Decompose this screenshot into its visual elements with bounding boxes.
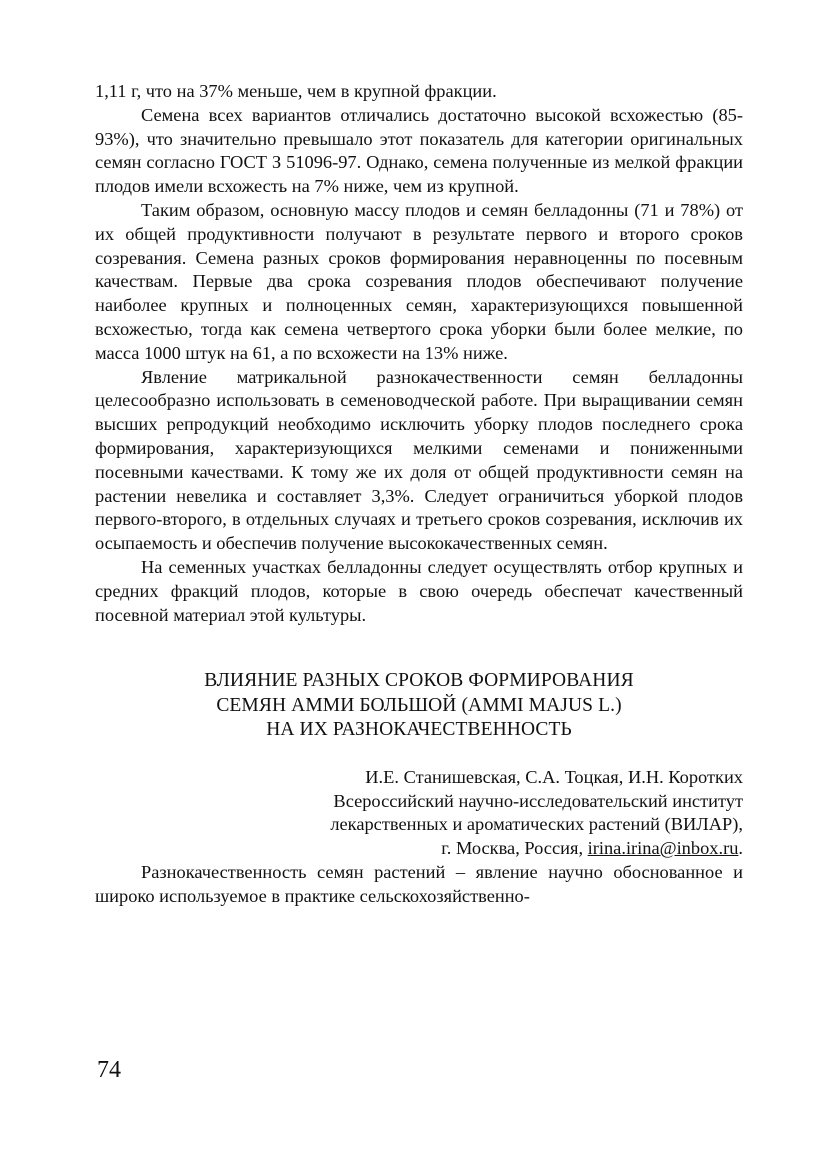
city: г. Москва, Россия, — [441, 838, 588, 859]
paragraph-matrical-heterogeneity: Явление матрикальной разнокачественности семян белладонны целесообразно использовать в семеноводческой работе. При выращивании семян высших репродукций необходимо исключить уборку плодов последнего срока формирования, характеризующихся мелкими семенами и пониженными посевными качествами. К тому же их доля от общей продуктивности семян на растении невелика и составляет 3,3%. Следует ограничиться уборкой плодов первого-второго, в отдельных случаях и третьего сроков созревания, исключив их осыпаемость и обеспечив получение высококачественных семян. — [95, 366, 743, 554]
article-title-line: СЕМЯН АММИ БОЛЬШОЙ (AMMI MAJUS L.) — [216, 694, 622, 716]
institute-name: Всероссийский научно-исследовательский институт — [333, 790, 743, 811]
article-title — [95, 669, 743, 743]
paragraph-conclusion: Таким образом, основную массу плодов и семян белладонны (71 и 78%) от их общей продуктивности получают в результате первого и второго сроков созревания. Семена разных сроков формирования неравноценны по посевным качествам. Первые два срока созревания плодов обеспечивают получение наиболее крупных и полноценных семян, характеризующихся повышенной всхожестью, тогда как семена четвертого срока уборки были более мелкие, по масса 1000 штук на 61, а по всхожести на 13% ниже. — [95, 199, 743, 363]
page-content — [95, 80, 743, 909]
email-link[interactable]: irina.irina@inbox.ru — [587, 838, 739, 859]
paragraph-continuation: 1,11 г, что на 37% меньше, чем в крупной фракции. — [95, 81, 497, 101]
paragraph-intro: Разнокачественность семян растений – явление научно обоснованное и широко используемое в практике сельскохозяйственно- — [95, 862, 743, 906]
institute-name-cont: лекарственных и ароматических растений (ВИЛАР), — [330, 814, 743, 835]
article-title-line: ВЛИЯНИЕ РАЗНЫХ СРОКОВ ФОРМИРОВАНИЯ — [204, 670, 634, 692]
article-title-line: НА ИХ РАЗНОКАЧЕСТВЕННОСТЬ — [266, 719, 572, 741]
page-number: 74 — [97, 1057, 121, 1083]
paragraph-germination: Семена всех вариантов отличались достаточно высокой всхожестью (85-93%), что значительно превышало этот показатель для категории оригинальных семян согласно ГОСТ З 51096-97. Однако, семена полученные из мелкой фракции плодов имели всхожесть на 7% ниже, чем из крупной. — [95, 104, 743, 197]
paragraph-seed-plots: На семенных участках белладонны следует осуществлять отбор крупных и средних фракций плодов, которые в свою очередь обеспечат качественный посевной материал этой культуры. — [95, 556, 743, 625]
trailing-period: . — [738, 838, 743, 859]
author-location — [95, 837, 743, 861]
author-names: И.Е. Станишевская, С.А. Тоцкая, И.Н. Коротких — [365, 766, 743, 787]
author-block — [95, 766, 743, 861]
